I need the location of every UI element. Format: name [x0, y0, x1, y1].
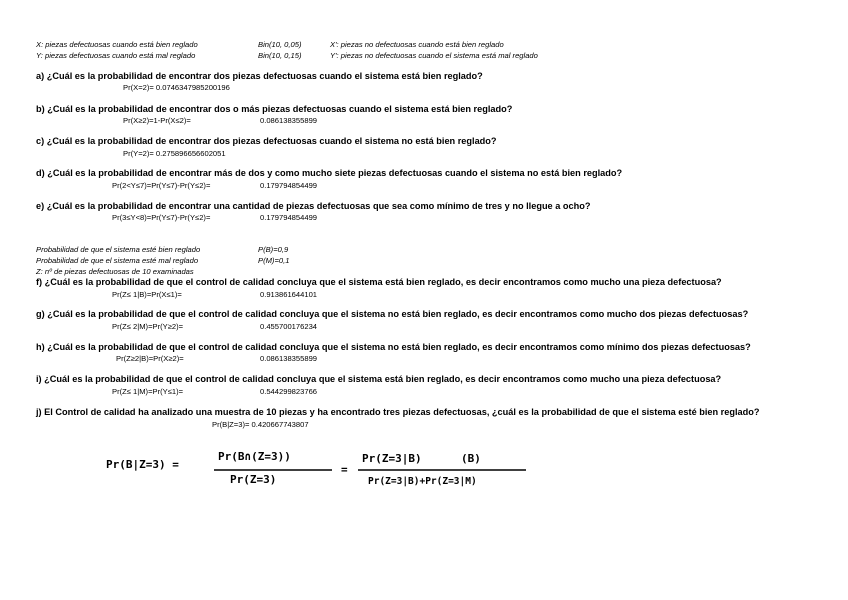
x-distribution: Bin(10, 0,05) — [258, 40, 302, 49]
value-b: 0.086138355899 — [260, 116, 318, 125]
question-f: f) ¿Cuál es la probabilidad de que el control de calidad concluya que el sistema está bien reglado, es decir encontramos como mucho una pieza defectuosa? — [36, 277, 722, 287]
question-i: i) ¿Cuál es la probabilidad de que el control de calidad concluya que el sistema está bien reglado, es decir encontramos como mucho una pieza defectuosa? — [36, 374, 722, 384]
question-g: g) ¿Cuál es la probabilidad de que el control de calidad concluya que el sistema no está bien reglado, es decir encontramos como mucho dos piezas defectuosas? — [36, 309, 749, 319]
x-complement-definition: X': piezas no defectuosas cuando está bien reglado — [330, 40, 504, 49]
y-distribution: Bin(10, 0,15) — [258, 51, 302, 60]
formula-i: Pr(Z≤ 1|M)=Pr(Y≤1)= — [112, 387, 184, 396]
value-e: 0.179794854499 — [260, 213, 318, 222]
handwriting-den2: Pr(Z=3|B)+Pr(Z=3|M) — [368, 476, 477, 487]
handwriting-eq2: = — [341, 463, 348, 476]
value-h: 0.086138355899 — [260, 354, 318, 363]
value-g: 0.455700176234 — [260, 322, 318, 331]
question-d: d) ¿Cuál es la probabilidad de encontrar más de dos y como mucho siete piezas defectuosas cuando el sistema no está bien reglado? — [36, 168, 623, 178]
formula-b: Pr(X≥2)=1-Pr(X≤2)= — [123, 116, 191, 125]
pm-label: Probabilidad de que el sistema esté mal reglado — [36, 256, 199, 265]
formula-f: Pr(Z≤ 1|B)=Pr(X≤1)= — [112, 290, 182, 299]
question-j: j) El Control de calidad ha analizado una muestra de 10 piezas y ha encontrado tres piezas defectuosas, ¿cuál es la probabilidad de que el sistema esté bien reglado? — [36, 407, 760, 417]
question-b: b) ¿Cuál es la probabilidad de encontrar dos o más piezas defectuosas cuando el sistema está bien reglado? — [36, 104, 513, 114]
pb-value: P(B)=0,9 — [258, 245, 289, 254]
formula-e: Pr(3≤Y<8)=Pr(Y≤7)-Pr(Y≤2)= — [112, 213, 211, 222]
formula-h: Pr(Z≥2|B)=Pr(X≥2)= — [116, 354, 184, 363]
formula-c: Pr(Y=2)= 0.275896656602051 — [123, 149, 226, 158]
formula-j: Pr(B|Z=3)= 0.420667743807 — [212, 420, 309, 429]
question-c: c) ¿Cuál es la probabilidad de encontrar dos piezas defectuosas cuando el sistema no está bien reglado? — [36, 136, 497, 146]
handwriting-lhs: Pr(B|Z=3) = — [106, 458, 179, 471]
pm-value: P(M)=0,1 — [258, 256, 290, 265]
z-definition: Z: nº de piezas defectuosas de 10 examinadas — [36, 267, 194, 276]
handwritten-bayes-formula — [96, 440, 536, 500]
x-definition: X: piezas defectuosas cuando está bien reglado — [36, 40, 198, 49]
value-f: 0.913861644101 — [260, 290, 318, 299]
value-i: 0.544299823766 — [260, 387, 318, 396]
formula-d: Pr(2<Y≤7)=Pr(Y≤7)-Pr(Y≤2)= — [112, 181, 211, 190]
handwriting-den1: Pr(Z=3) — [230, 473, 277, 486]
handwriting-num2b: (B) — [461, 452, 481, 465]
handwriting-num2a: Pr(Z=3|B) — [362, 452, 422, 465]
question-h: h) ¿Cuál es la probabilidad de que el control de calidad concluya que el sistema no está bien reglado, es decir encontramos como mínimo dos piezas defectuosas? — [36, 342, 751, 352]
y-definition: Y: piezas defectuosas cuando está mal reglado — [36, 51, 196, 60]
question-a: a) ¿Cuál es la probabilidad de encontrar dos piezas defectuosas cuando el sistema está bien reglado? — [36, 71, 483, 81]
formula-a: Pr(X=2)= 0.0746347985200196 — [123, 83, 230, 92]
pb-label: Probabilidad de que el sistema esté bien reglado — [36, 245, 201, 254]
formula-g: Pr(Z≤ 2|M)=Pr(Y≥2)= — [112, 322, 184, 331]
y-complement-definition: Y': piezas no defectuosas cuando el sistema está mal reglado — [330, 51, 538, 60]
handwriting-num1: Pr(B∩(Z=3)) — [218, 450, 291, 463]
value-d: 0.179794854499 — [260, 181, 318, 190]
question-e: e) ¿Cuál es la probabilidad de encontrar una cantidad de piezas defectuosas que sea como mínimo de tres y no llegue a ocho? — [36, 201, 591, 211]
